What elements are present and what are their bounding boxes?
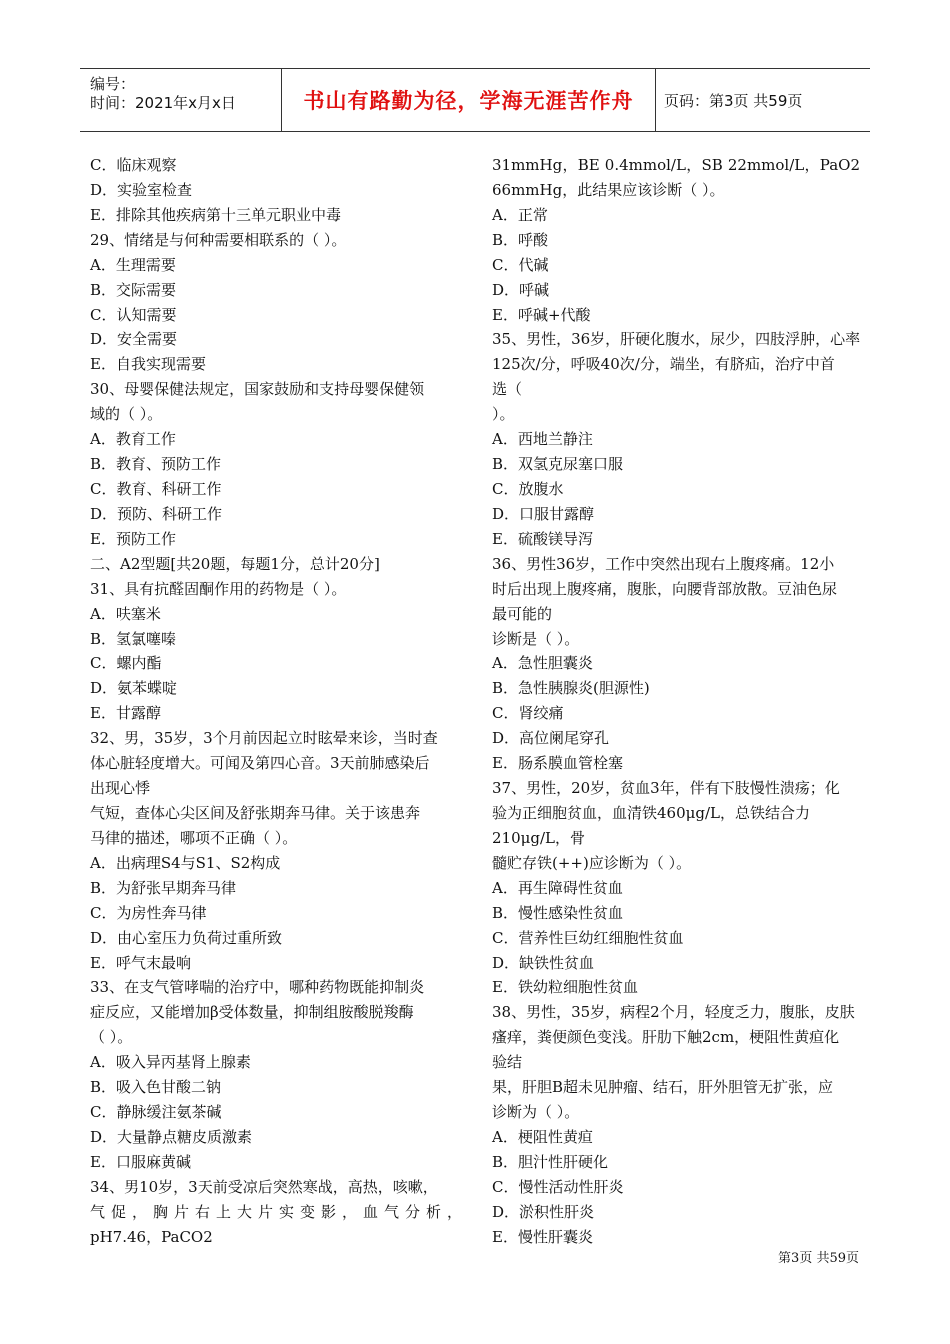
text-line: E．肠系膜血管栓塞 [492, 754, 623, 773]
text-line: C．教育、科研工作 [90, 479, 222, 498]
text-line: C．为房性奔马律 [90, 903, 207, 922]
text-line: A．教育工作 [90, 430, 176, 449]
text-line: 125次/分，呼吸40次/分，端坐，有脐疝，治疗中首 [492, 355, 835, 374]
text-line: （ ）。 [90, 1028, 133, 1047]
text-line: 32、男，35岁，3个月前因起立时眩晕来诊，当时查 [90, 729, 438, 748]
text-line: B．吸入色甘酸二钠 [90, 1078, 222, 1097]
text-line: 34、男10岁，3天前受凉后突然寒战，高热，咳嗽， [90, 1177, 438, 1196]
text-line: 29、情绪是与何种需要相联系的（ ）。 [90, 230, 347, 249]
text-line: 气短，查体心尖区间及舒张期奔马律。关于该患奔 [90, 803, 421, 822]
text-line: 66mmHg，此结果应该诊断（ ）。 [492, 180, 725, 199]
left-column [90, 153, 462, 1250]
text-line: D．预防、科研工作 [90, 504, 223, 523]
text-line: D．大量静点糖皮质激素 [90, 1127, 253, 1146]
text-line: B．胆汁性肝硬化 [492, 1152, 609, 1171]
text-line: 气促，胸片右上大片实变影，血气分析， [90, 1202, 462, 1221]
text-line: pH7.46，PaCO2 [90, 1227, 213, 1246]
text-line: 31mmHg，BE 0.4mmol/L，SB 22mmol/L，PaO2 [492, 156, 860, 174]
text-line: A．急性胆囊炎 [492, 654, 593, 673]
text-line: 诊断是（ ）。 [492, 629, 580, 648]
document-date: 时间：2021年x月x日 [90, 94, 236, 112]
text-line: E．排除其他疾病第十三单元职业中毒 [90, 205, 341, 224]
text-line: 38、男性，35岁，病程2个月，轻度乏力，腹胀，皮肤 [492, 1003, 855, 1022]
text-line: C．螺内酯 [90, 654, 162, 673]
text-line: 36、男性36岁，工作中突然出现右上腹疼痛。12小 [492, 554, 835, 573]
text-line: C．静脉缓注氨茶碱 [90, 1103, 222, 1122]
text-line: A．吸入异丙基肾上腺素 [90, 1053, 251, 1072]
text-line: 马律的描述，哪项不正确（ ）。 [90, 828, 298, 847]
text-line: B．急性胰腺炎(胆源性) [492, 679, 650, 698]
text-line: 二、A2型题[共20题，每题1分，总计20分] [90, 554, 380, 573]
text-line: 验结 [492, 1053, 523, 1072]
text-line: ）。 [492, 405, 515, 424]
text-line: B．呼酸 [492, 230, 549, 249]
text-line: B．教育、预防工作 [90, 455, 222, 474]
text-line: E．口服麻黄碱 [90, 1152, 191, 1171]
text-line: E．甘露醇 [90, 704, 161, 723]
text-line: 最可能的 [492, 604, 553, 623]
text-line: A．正常 [492, 205, 548, 224]
text-line: D．高位阑尾穿孔 [492, 729, 610, 748]
text-line: 髓贮存铁(++)应诊断为（ ）。 [492, 853, 692, 872]
text-line: 时后出现上腹疼痛，腹胀，向腰背部放散。豆油色尿 [492, 579, 838, 598]
text-line: A．呋塞米 [90, 604, 161, 623]
text-line: B．交际需要 [90, 280, 177, 299]
text-line: E．硫酸镁导泻 [492, 529, 593, 548]
header-page-number: 页码：第3页 共59页 [664, 91, 803, 110]
text-line: E．自我实现需要 [90, 355, 206, 374]
text-line: 31、具有抗醛固酮作用的药物是（ ）。 [90, 579, 347, 598]
header-meta [80, 69, 280, 131]
text-line: A．生理需要 [90, 255, 176, 274]
text-line: D．氨苯蝶啶 [90, 679, 178, 698]
text-line: D．缺铁性贫血 [492, 953, 595, 972]
text-line: 瘙痒，粪便颜色变浅。肝肋下触2cm，梗阻性黄疸化 [492, 1028, 840, 1047]
text-line: E．铁幼粒细胞性贫血 [492, 978, 638, 997]
text-line: 诊断为（ ）。 [492, 1103, 580, 1122]
text-line: C．肾绞痛 [492, 704, 564, 723]
text-line: B．氢氯噻嗪 [90, 629, 177, 648]
text-line: 选（ [492, 380, 523, 399]
text-line: D．由心室压力负荷过重所致 [90, 928, 283, 947]
text-line: 210μg/L，骨 [492, 828, 585, 847]
text-line: 37、男性，20岁，贫血3年，伴有下肢慢性溃疡；化 [492, 779, 840, 798]
text-line: 域的（ ）。 [90, 405, 163, 424]
text-line: B．双氢克尿塞口服 [492, 455, 624, 474]
text-line: 35、男性，36岁，肝硬化腹水，尿少，四肢浮肿，心率 [492, 330, 861, 349]
text-line: C．放腹水 [492, 479, 564, 498]
text-line: 30、母婴保健法规定，国家鼓励和支持母婴保健领 [90, 380, 425, 399]
text-line: 果，肝胆B超未见肿瘤、结石，肝外胆管无扩张，应 [492, 1078, 834, 1097]
text-line: 验为正细胞贫血，血清铁460μg/L，总铁结合力 [492, 803, 810, 822]
text-line: D．口服甘露醇 [492, 504, 595, 523]
text-line: B．慢性感染性贫血 [492, 903, 624, 922]
document-number: 编号： [90, 75, 136, 93]
page-header [80, 68, 870, 132]
text-line: C．认知需要 [90, 305, 177, 324]
text-line: D．淤积性肝炎 [492, 1202, 595, 1221]
text-line: C．慢性活动性肝炎 [492, 1177, 624, 1196]
text-line: E．呼碱+代酸 [492, 305, 591, 324]
text-line: D．呼碱 [492, 280, 550, 299]
right-column [492, 153, 860, 1250]
text-line: E．预防工作 [90, 529, 176, 548]
text-line: 33、在支气管哮喘的治疗中，哪种药物既能抑制炎 [90, 978, 425, 997]
text-line: A．再生障碍性贫血 [492, 878, 623, 897]
header-motto: 书山有路勤为径，学海无涯苦作舟 [303, 89, 634, 113]
text-line: B．为舒张早期奔马律 [90, 878, 237, 897]
text-line: E．呼气末最响 [90, 953, 191, 972]
page-footer: 第3页 共59页 [778, 1251, 859, 1266]
text-line: A．梗阻性黄疸 [492, 1127, 593, 1146]
text-line: D．安全需要 [90, 330, 178, 349]
text-line: A．西地兰静注 [492, 430, 593, 449]
text-line: D．实验室检查 [90, 180, 193, 199]
header-motto-cell [281, 69, 656, 131]
header-page-cell [664, 69, 870, 131]
text-line: 症反应，又能增加β受体数量，抑制组胺酸脱羧酶 [90, 1003, 414, 1022]
text-line: C．代碱 [492, 255, 549, 274]
text-line: 出现心悸 [90, 779, 151, 798]
text-line: E．慢性肝囊炎 [492, 1227, 593, 1246]
text-line: 体心脏轻度增大。可闻及第四心音。3天前肺感染后 [90, 754, 430, 773]
text-line: C．营养性巨幼红细胞性贫血 [492, 928, 684, 947]
text-line: C．临床观察 [90, 156, 177, 174]
text-line: A．出病理S4与S1、S2构成 [90, 853, 281, 872]
